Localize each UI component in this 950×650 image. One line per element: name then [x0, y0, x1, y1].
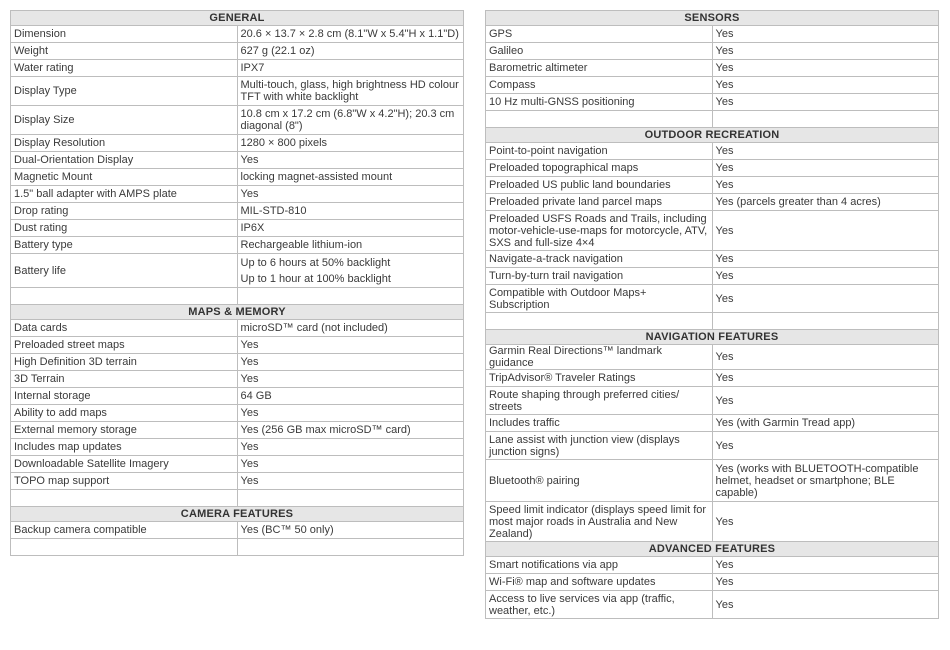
navigation-spec-value: Yes	[712, 502, 939, 542]
general-spec-value: locking magnet-assisted mount	[237, 169, 464, 186]
sensors-spec-value: Yes	[712, 43, 939, 60]
outdoor-spec-label: Compatible with Outdoor Maps+ Subscription	[486, 285, 713, 313]
general-spec-label: Dimension	[11, 26, 238, 43]
table-row	[11, 106, 464, 135]
table-row	[11, 220, 464, 237]
table-row	[486, 60, 939, 77]
maps-header-row	[11, 305, 464, 320]
advanced-spec-value: Yes	[712, 557, 939, 574]
navigation-spec-label: Lane assist with junction view (displays junction signs)	[486, 432, 713, 460]
table-row	[11, 371, 464, 388]
maps-spec-value: 64 GB	[237, 388, 464, 405]
table-row	[486, 574, 939, 591]
table-row	[486, 43, 939, 60]
table-row	[11, 152, 464, 169]
table-row	[486, 211, 939, 251]
outdoor-spec-label: Preloaded topographical maps	[486, 160, 713, 177]
maps-spec-label: Preloaded street maps	[11, 337, 238, 354]
outdoor-spec-value: Yes	[712, 268, 939, 285]
navigation-spec-value: Yes	[712, 345, 939, 370]
table-row	[11, 405, 464, 422]
general-spec-label: Display Size	[11, 106, 238, 135]
navigation-section-title: NAVIGATION FEATURES	[486, 330, 939, 345]
maps-spec-value: Yes	[237, 337, 464, 354]
table-row	[486, 557, 939, 574]
table-row	[486, 415, 939, 432]
table-row	[11, 254, 464, 288]
table-row	[11, 26, 464, 43]
maps-spec-value: Yes	[237, 439, 464, 456]
maps-spec-value: Yes	[237, 371, 464, 388]
camera-spacer-row	[11, 539, 464, 556]
table-row	[11, 456, 464, 473]
general-spec-label: Drop rating	[11, 203, 238, 220]
table-row	[486, 143, 939, 160]
table-row	[486, 387, 939, 415]
sensors-spacer-row	[486, 111, 939, 128]
navigation-spec-value: Yes (with Garmin Tread app)	[712, 415, 939, 432]
advanced-header-row	[486, 542, 939, 557]
general-spec-value: Rechargeable lithium-ion	[237, 237, 464, 254]
camera-spec-label: Backup camera compatible	[11, 522, 238, 539]
table-row	[11, 473, 464, 490]
maps-spec-label: High Definition 3D terrain	[11, 354, 238, 371]
outdoor-spec-value: Yes	[712, 143, 939, 160]
navigation-spec-label: TripAdvisor® Traveler Ratings	[486, 370, 713, 387]
table-row	[11, 77, 464, 106]
table-row	[486, 345, 939, 370]
general-spacer-row	[11, 288, 464, 305]
general-spec-value: IP6X	[237, 220, 464, 237]
table-row	[11, 320, 464, 337]
sensors-spec-label: Galileo	[486, 43, 713, 60]
general-spec-label: Dust rating	[11, 220, 238, 237]
navigation-spec-label: Route shaping through preferred cities/ streets	[486, 387, 713, 415]
general-spec-value: 1280 × 800 pixels	[237, 135, 464, 152]
outdoor-spec-label: Point-to-point navigation	[486, 143, 713, 160]
general-spec-label: Weight	[11, 43, 238, 60]
table-row	[486, 26, 939, 43]
outdoor-spec-label: Preloaded USFS Roads and Trails, including motor-vehicle-use-maps for motorcycle, ATV, SXS and full-size 4×4	[486, 211, 713, 251]
table-row	[486, 502, 939, 542]
general-spec-value: MIL-STD-810	[237, 203, 464, 220]
sensors-spec-label: Barometric altimeter	[486, 60, 713, 77]
table-row	[11, 135, 464, 152]
sensors-spec-value: Yes	[712, 77, 939, 94]
advanced-spec-label: Access to live services via app (traffic, weather, etc.)	[486, 591, 713, 619]
outdoor-spec-value: Yes	[712, 160, 939, 177]
advanced-spec-label: Wi-Fi® map and software updates	[486, 574, 713, 591]
table-row	[486, 94, 939, 111]
sensors-spec-value: Yes	[712, 94, 939, 111]
general-spec-label: Water rating	[11, 60, 238, 77]
maps-spec-label: 3D Terrain	[11, 371, 238, 388]
maps-spec-value: Yes	[237, 405, 464, 422]
advanced-spec-value: Yes	[712, 574, 939, 591]
general-spec-value: Multi-touch, glass, high brightness HD colour TFT with white backlight	[237, 77, 464, 106]
general-spec-label: 1.5" ball adapter with AMPS plate	[11, 186, 238, 203]
outdoor-section-title: OUTDOOR RECREATION	[486, 128, 939, 143]
right-spec-column	[485, 10, 939, 619]
general-header-row	[11, 11, 464, 26]
advanced-spec-value: Yes	[712, 591, 939, 619]
general-spec-label: Battery type	[11, 237, 238, 254]
left-spec-column	[10, 10, 464, 556]
maps-spec-label: Ability to add maps	[11, 405, 238, 422]
maps-spec-label: TOPO map support	[11, 473, 238, 490]
battery-life-value	[237, 254, 464, 288]
maps-spacer-row	[11, 490, 464, 507]
table-row	[11, 522, 464, 539]
navigation-spec-value: Yes (works with BLUETOOTH-compatible helmet, headset or smartphone; BLE capable)	[712, 460, 939, 502]
general-spec-value: Yes	[237, 186, 464, 203]
table-row	[486, 77, 939, 94]
navigation-header-row	[486, 330, 939, 345]
outdoor-spec-value: Yes	[712, 251, 939, 268]
table-row	[11, 388, 464, 405]
table-row	[11, 354, 464, 371]
sensors-spec-label: Compass	[486, 77, 713, 94]
sensors-spec-value: Yes	[712, 60, 939, 77]
table-row	[486, 432, 939, 460]
navigation-spec-value: Yes	[712, 387, 939, 415]
table-row	[11, 43, 464, 60]
outdoor-spec-label: Preloaded US public land boundaries	[486, 177, 713, 194]
table-row	[11, 237, 464, 254]
table-row	[11, 60, 464, 77]
table-row	[486, 370, 939, 387]
table-row	[486, 460, 939, 502]
general-spec-label: Dual-Orientation Display	[11, 152, 238, 169]
general-spec-label: Display Resolution	[11, 135, 238, 152]
table-row	[486, 591, 939, 619]
maps-spec-label: Downloadable Satellite Imagery	[11, 456, 238, 473]
general-spec-value: 10.8 cm x 17.2 cm (6.8"W x 4.2"H); 20.3 cm diagonal (8")	[237, 106, 464, 135]
sensors-header-row	[486, 11, 939, 26]
outdoor-spec-value: Yes	[712, 285, 939, 313]
table-row	[486, 251, 939, 268]
navigation-spec-value: Yes	[712, 370, 939, 387]
table-row	[11, 439, 464, 456]
sensors-spec-value: Yes	[712, 26, 939, 43]
maps-spec-label: Internal storage	[11, 388, 238, 405]
camera-spec-value: Yes (BC™ 50 only)	[237, 522, 464, 539]
table-row	[486, 160, 939, 177]
navigation-spec-value: Yes	[712, 432, 939, 460]
general-spec-value: IPX7	[237, 60, 464, 77]
camera-section-title: CAMERA FEATURES	[11, 507, 464, 522]
outdoor-spec-label: Turn-by-turn trail navigation	[486, 268, 713, 285]
battery-life-line: Up to 1 hour at 100% backlight	[240, 272, 391, 285]
advanced-spec-label: Smart notifications via app	[486, 557, 713, 574]
maps-spec-value: Yes	[237, 456, 464, 473]
outdoor-spacer-row	[486, 313, 939, 330]
maps-spec-value: Yes (256 GB max microSD™ card)	[237, 422, 464, 439]
table-row	[486, 177, 939, 194]
outdoor-spec-label: Navigate-a-track navigation	[486, 251, 713, 268]
table-row	[11, 203, 464, 220]
outdoor-spec-value: Yes	[712, 211, 939, 251]
general-spec-value: Yes	[237, 152, 464, 169]
maps-spec-label: Data cards	[11, 320, 238, 337]
left-spec-table	[10, 10, 464, 556]
outdoor-header-row	[486, 128, 939, 143]
navigation-spec-label: Includes traffic	[486, 415, 713, 432]
general-section-title: GENERAL	[11, 11, 464, 26]
outdoor-spec-value: Yes (parcels greater than 4 acres)	[712, 194, 939, 211]
table-row	[11, 186, 464, 203]
general-spec-label: Display Type	[11, 77, 238, 106]
outdoor-spec-value: Yes	[712, 177, 939, 194]
maps-spec-value: microSD™ card (not included)	[237, 320, 464, 337]
maps-spec-label: External memory storage	[11, 422, 238, 439]
navigation-spec-label: Speed limit indicator (displays speed limit for most major roads in Australia and New Zealand)	[486, 502, 713, 542]
general-spec-label: Magnetic Mount	[11, 169, 238, 186]
table-row	[11, 169, 464, 186]
maps-spec-value: Yes	[237, 354, 464, 371]
navigation-spec-label: Bluetooth® pairing	[486, 460, 713, 502]
maps-spec-label: Includes map updates	[11, 439, 238, 456]
maps-section-title: MAPS & MEMORY	[11, 305, 464, 320]
table-row	[11, 337, 464, 354]
sensors-section-title: SENSORS	[486, 11, 939, 26]
table-row	[486, 285, 939, 313]
general-spec-value: 627 g (22.1 oz)	[237, 43, 464, 60]
table-row	[486, 194, 939, 211]
battery-life-line: Up to 6 hours at 50% backlight	[240, 256, 391, 269]
advanced-section-title: ADVANCED FEATURES	[486, 542, 939, 557]
outdoor-spec-label: Preloaded private land parcel maps	[486, 194, 713, 211]
table-row	[486, 268, 939, 285]
general-spec-value: 20.6 × 13.7 × 2.8 cm (8.1"W x 5.4"H x 1.1"D)	[237, 26, 464, 43]
sensors-spec-label: 10 Hz multi-GNSS positioning	[486, 94, 713, 111]
navigation-spec-label: Garmin Real Directions™ landmark guidance	[486, 345, 713, 370]
maps-spec-value: Yes	[237, 473, 464, 490]
camera-header-row	[11, 507, 464, 522]
right-spec-table	[485, 10, 939, 619]
sensors-spec-label: GPS	[486, 26, 713, 43]
general-spec-label: Battery life	[11, 254, 238, 288]
table-row	[11, 422, 464, 439]
